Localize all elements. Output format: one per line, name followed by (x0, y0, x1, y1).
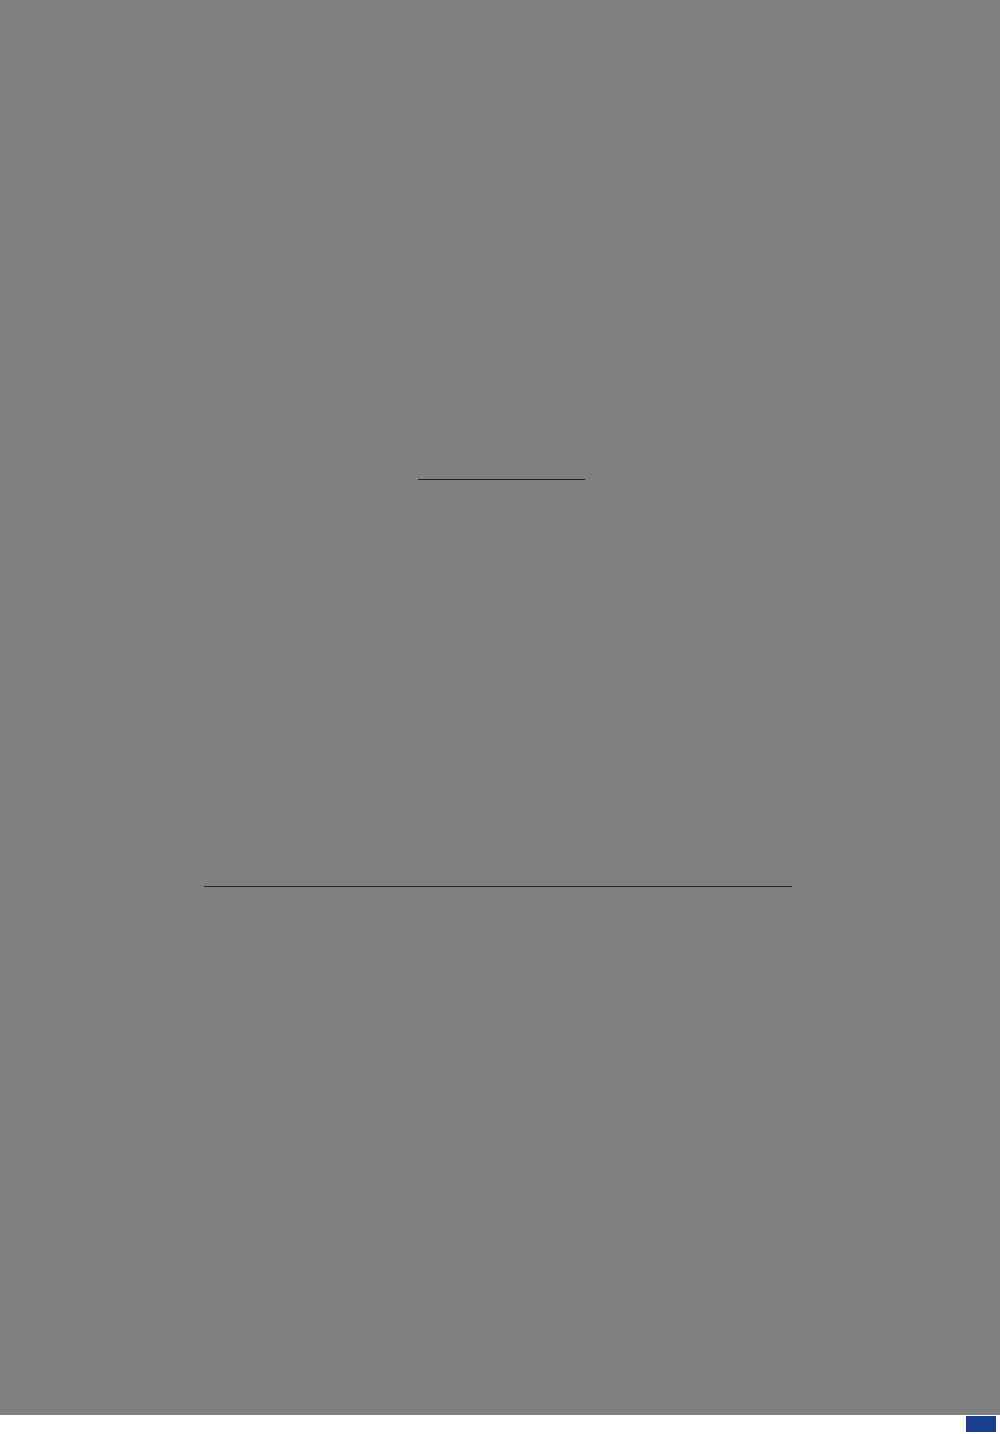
notes-rule (204, 886, 792, 887)
digitization-footer (0, 1415, 1000, 1434)
dfg-logo (966, 1416, 996, 1432)
separator-rule (418, 479, 585, 480)
